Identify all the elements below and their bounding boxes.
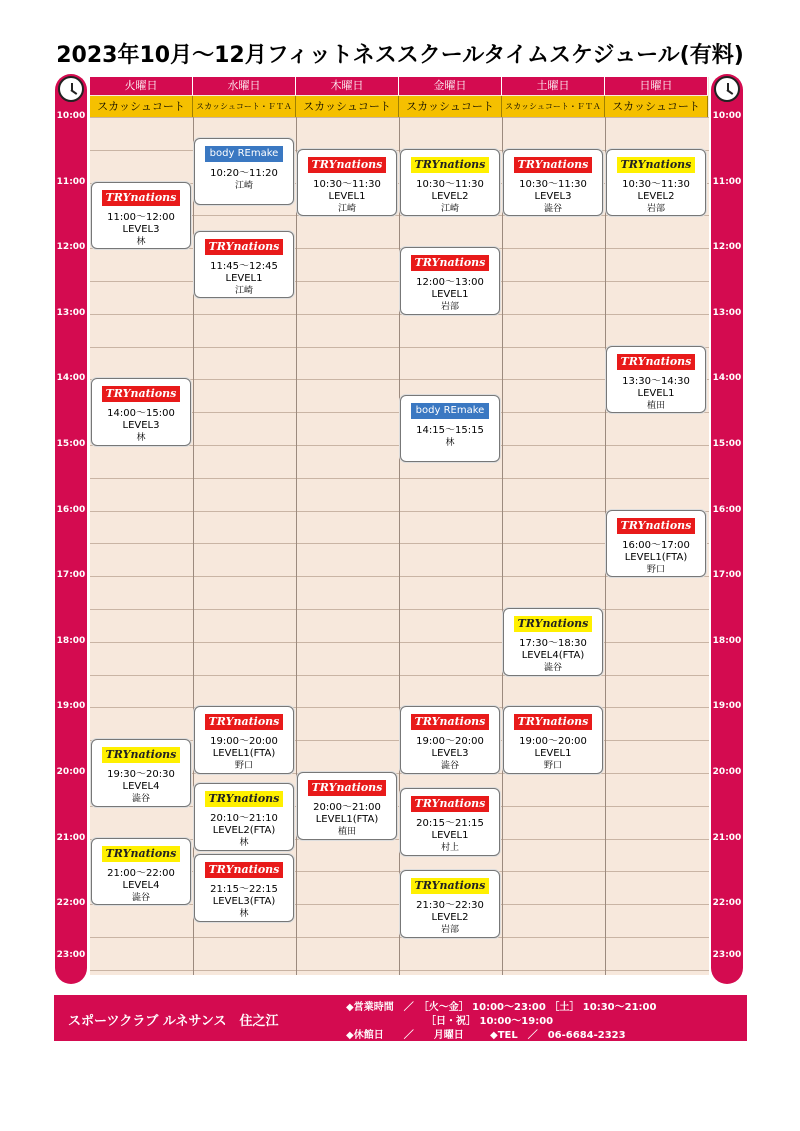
class-time: 10:30～11:30 [519, 178, 587, 190]
footer-bar [54, 995, 747, 1041]
class-level: LEVEL2(FTA) [212, 824, 276, 836]
time-label: 14:00 [56, 373, 86, 384]
class-time: 10:30～11:30 [622, 178, 690, 190]
class-time: 19:00～20:00 [416, 736, 484, 748]
court-header: スカッシュコート [296, 96, 399, 117]
trynations-logo: TRYnations [205, 714, 283, 730]
class-level: LEVEL4 [122, 879, 160, 891]
class-level: LEVEL1 [225, 272, 263, 284]
time-label: 13:00 [712, 307, 742, 318]
class-time: 21:15～22:15 [210, 884, 278, 895]
class-level: LEVEL1 [534, 748, 572, 760]
body-remake-logo: body REmake [411, 403, 489, 419]
class-card[interactable] [503, 706, 603, 774]
court-header: スカッシュコート [90, 96, 193, 117]
class-instructor: 林 [239, 837, 249, 848]
time-label: 11:00 [56, 176, 86, 187]
class-time: 19:00～20:00 [210, 736, 278, 748]
trynations-logo: TRYnations [617, 518, 695, 534]
class-level: LEVEL2 [637, 190, 675, 202]
time-label: 18:00 [712, 635, 742, 646]
trynations-logo: TRYnations [514, 714, 592, 730]
class-level: LEVEL1(FTA) [315, 814, 379, 825]
trynations-logo: TRYnations [102, 190, 180, 206]
time-label: 23:00 [56, 949, 86, 960]
class-instructor: 澁谷 [543, 663, 562, 673]
class-time: 21:30～22:30 [416, 900, 484, 912]
class-time: 11:00～12:00 [107, 211, 175, 223]
trynations-logo: TRYnations [514, 616, 592, 632]
class-time: 20:10～21:10 [210, 812, 278, 824]
clock-icon [58, 76, 84, 102]
class-instructor: 澁谷 [543, 203, 562, 214]
time-label: 12:00 [712, 242, 742, 253]
time-label: 22:00 [712, 898, 742, 909]
time-label: 19:00 [56, 701, 86, 712]
court-header: スカッシュコート [399, 96, 502, 117]
class-level: LEVEL1 [431, 289, 469, 301]
time-label: 15:00 [712, 439, 742, 449]
class-level: LEVEL4(FTA) [521, 650, 585, 661]
class-instructor: 岩部 [440, 925, 459, 936]
time-label: 20:00 [712, 767, 742, 777]
body-remake-logo: body REmake [205, 146, 283, 162]
time-label: 12:00 [56, 242, 86, 253]
class-instructor: 江崎 [440, 203, 459, 214]
business-hours: ◆営業時間 ／ ［火～金］ 10:00～23:00 ［土］ 10:30～21:00 [346, 1002, 657, 1013]
class-level: LEVEL2 [431, 912, 469, 924]
class-card[interactable] [91, 838, 191, 906]
time-label: 20:00 [56, 767, 86, 777]
time-label: 11:00 [712, 176, 742, 187]
class-time: 17:30～18:30 [519, 638, 587, 649]
class-instructor: 林 [239, 909, 249, 919]
trynations-logo: TRYnations [617, 157, 695, 173]
trynations-logo: TRYnations [514, 157, 592, 173]
class-level: LEVEL3 [122, 420, 160, 432]
trynations-logo: TRYnations [411, 714, 489, 730]
right-time-rail [711, 74, 743, 984]
class-time: 11:45～12:45 [210, 260, 278, 272]
court-header: スカッシュコート・ＦＴＡ [502, 96, 605, 117]
time-label: 10:00 [712, 111, 742, 121]
class-instructor: 澁谷 [131, 794, 150, 805]
left-time-rail [55, 74, 87, 984]
class-instructor: 澁谷 [440, 761, 459, 772]
class-instructor: 植田 [646, 400, 665, 411]
time-label: 21:00 [56, 832, 86, 843]
class-instructor: 村上 [440, 843, 459, 854]
class-card[interactable] [194, 706, 294, 774]
trynations-logo: TRYnations [102, 846, 180, 862]
day-header: 土曜日 [502, 77, 605, 95]
day-header: 火曜日 [90, 77, 193, 95]
trynations-logo: TRYnations [205, 239, 283, 255]
class-level: LEVEL2 [431, 190, 469, 202]
time-label: 16:00 [712, 504, 742, 515]
class-time: 14:00～15:00 [107, 408, 175, 420]
class-instructor: 岩部 [646, 203, 665, 214]
class-level: LEVEL3 [431, 748, 469, 760]
class-time: 10:30～11:30 [416, 178, 484, 190]
class-instructor: 林 [445, 437, 455, 448]
class-card[interactable] [503, 149, 603, 217]
trynations-logo: TRYnations [102, 747, 180, 763]
class-instructor: 岩部 [440, 302, 459, 313]
time-label: 10:00 [56, 111, 86, 121]
class-time: 20:15～21:15 [416, 818, 484, 830]
class-card[interactable] [194, 138, 294, 206]
class-instructor: 野口 [646, 564, 665, 575]
class-instructor: 江崎 [234, 285, 253, 296]
class-time: 19:30～20:30 [107, 769, 175, 781]
class-level: LEVEL1(FTA) [212, 748, 276, 760]
class-card[interactable] [606, 149, 706, 217]
class-card[interactable] [400, 395, 500, 463]
time-label: 17:00 [56, 570, 86, 581]
class-card[interactable] [400, 247, 500, 315]
grid-column-line [296, 117, 297, 975]
business-hours-holiday: ［日・祝］ 10:00～19:00 [426, 1016, 554, 1027]
time-label: 22:00 [56, 898, 86, 909]
class-instructor: 野口 [234, 761, 253, 772]
page-title: 2023年10月～12月フィットネススクールタイムスケジュール(有料) [56, 43, 744, 68]
class-card[interactable] [400, 149, 500, 217]
time-label: 23:00 [712, 949, 742, 960]
day-header: 水曜日 [193, 77, 296, 95]
time-label: 14:00 [712, 373, 742, 384]
class-time: 20:00～21:00 [313, 802, 381, 813]
class-instructor: 江崎 [337, 203, 356, 214]
trynations-logo: TRYnations [205, 862, 283, 878]
day-header: 日曜日 [605, 77, 708, 95]
trynations-logo: TRYnations [411, 157, 489, 173]
trynations-logo: TRYnations [102, 386, 180, 402]
class-card[interactable] [400, 788, 500, 856]
class-level: LEVEL1 [637, 387, 675, 399]
class-card[interactable] [91, 182, 191, 250]
class-card[interactable] [297, 149, 397, 217]
grid-column-line [502, 117, 503, 975]
class-card[interactable] [400, 870, 500, 938]
court-header: スカッシュコート [605, 96, 708, 117]
class-instructor: 植田 [337, 827, 356, 837]
class-instructor: 林 [136, 433, 146, 444]
trynations-logo: TRYnations [411, 796, 489, 812]
class-level: LEVEL4 [122, 781, 160, 793]
trynations-logo: TRYnations [617, 354, 695, 370]
class-level: LEVEL1 [431, 830, 469, 842]
court-header: スカッシュコート・ＦＴＡ [193, 96, 296, 117]
class-card[interactable] [194, 783, 294, 851]
trynations-logo: TRYnations [411, 255, 489, 271]
class-card[interactable] [297, 772, 397, 840]
class-level: LEVEL3 [534, 190, 572, 202]
time-label: 16:00 [56, 504, 86, 515]
trynations-logo: TRYnations [411, 878, 489, 894]
class-time: 21:00～22:00 [107, 867, 175, 879]
time-label: 21:00 [712, 832, 742, 843]
class-card[interactable] [91, 378, 191, 446]
time-label: 13:00 [56, 307, 86, 318]
trynations-logo: TRYnations [308, 157, 386, 173]
class-instructor: 林 [136, 236, 146, 247]
class-level: LEVEL3 [122, 223, 160, 235]
time-label: 15:00 [56, 439, 86, 449]
class-time: 10:30～11:30 [313, 178, 381, 190]
class-time: 13:30～14:30 [622, 375, 690, 387]
trynations-logo: TRYnations [308, 780, 386, 796]
club-name: スポーツクラブ ルネサンス 住之江 [68, 1014, 279, 1029]
closed-day: ◆休館日 ／ 月曜日 [346, 1030, 464, 1041]
class-level: LEVEL1(FTA) [624, 551, 688, 563]
trynations-logo: TRYnations [205, 791, 283, 807]
class-card[interactable] [606, 346, 706, 414]
time-label: 17:00 [712, 570, 742, 581]
class-level: LEVEL3(FTA) [212, 896, 276, 907]
class-time: 12:00～13:00 [416, 277, 484, 289]
day-header: 木曜日 [296, 77, 399, 95]
class-level: LEVEL1 [328, 190, 366, 202]
class-instructor: 江崎 [234, 180, 253, 191]
telephone: ◆TEL ／ 06-6684-2323 [490, 1030, 626, 1041]
time-label: 19:00 [712, 701, 742, 712]
time-label: 18:00 [56, 635, 86, 646]
class-card[interactable] [194, 231, 294, 299]
class-card[interactable] [400, 706, 500, 774]
day-header: 金曜日 [399, 77, 502, 95]
class-instructor: 野口 [543, 761, 562, 772]
class-instructor: 澁谷 [131, 892, 150, 903]
class-card[interactable] [91, 739, 191, 807]
class-time: 14:15～15:15 [416, 424, 484, 436]
class-card[interactable] [503, 608, 603, 676]
class-time: 10:20～11:20 [210, 167, 278, 179]
class-card[interactable] [194, 854, 294, 922]
clock-icon [714, 76, 740, 102]
class-time: 16:00～17:00 [622, 539, 690, 551]
class-card[interactable] [606, 510, 706, 578]
class-time: 19:00～20:00 [519, 736, 587, 748]
